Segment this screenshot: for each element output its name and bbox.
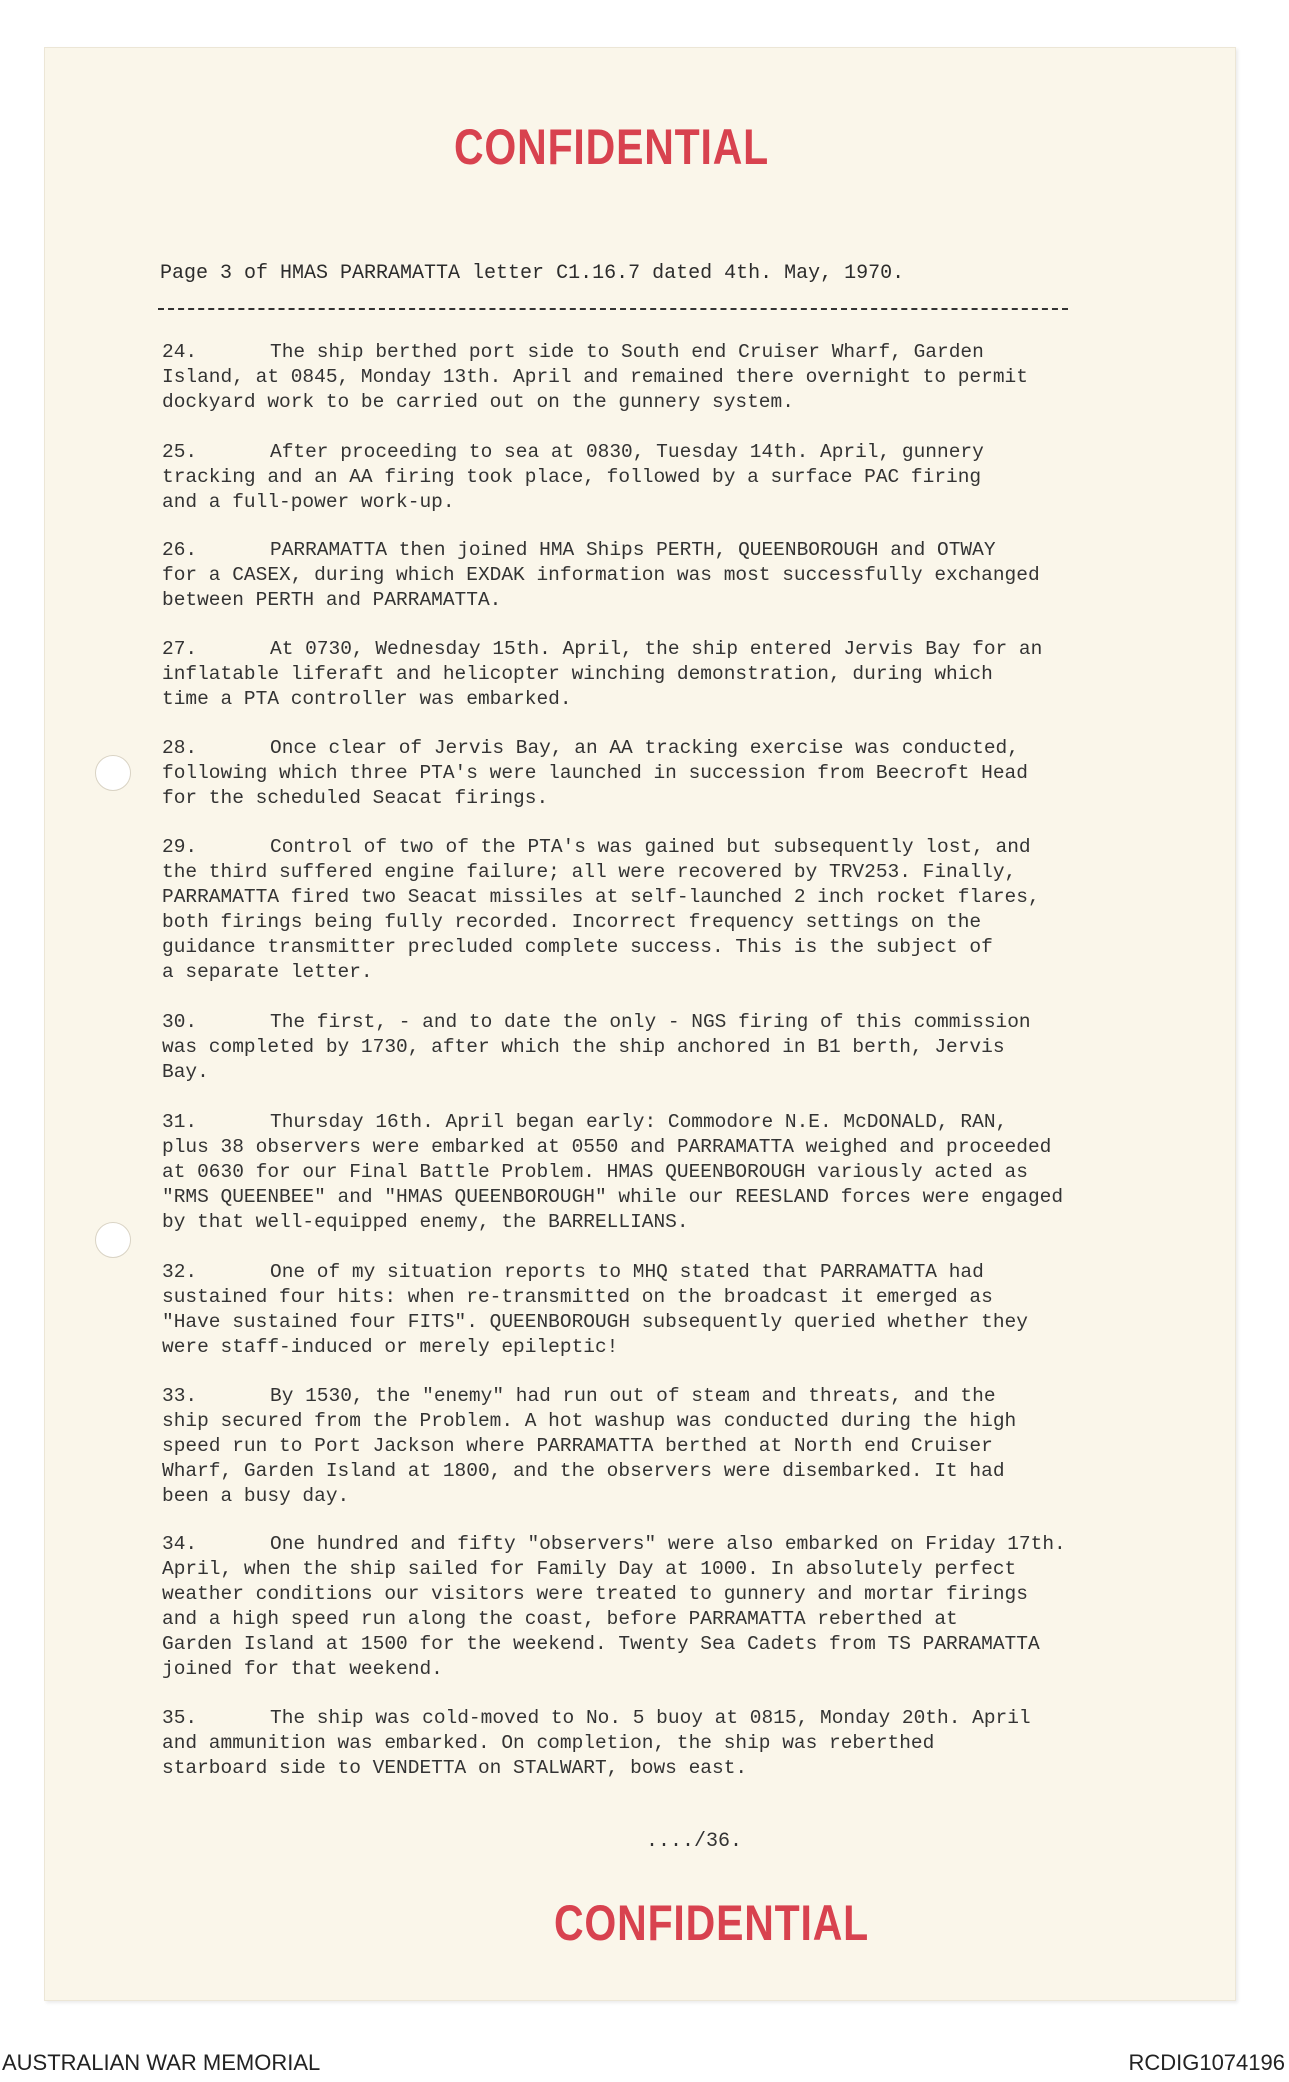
paragraph-number: 33. (162, 1385, 198, 1407)
paragraph-number: 31. (162, 1111, 198, 1133)
punch-hole-bottom (95, 1222, 131, 1258)
archive-caption-left: AUSTRALIAN WAR MEMORIAL (2, 2050, 321, 2075)
paragraph-text: One of my situation reports to MHQ stated that PARRAMATTA had sustained four hits: when re-transmitted on the broadcast it emerged as "Have sustained four FITS". QUEENBOROUGH subsequently queried whether they were staff-induced or merely epileptic! (162, 1261, 1028, 1358)
paragraph-number: 28. (162, 737, 198, 759)
paragraph-number: 35. (162, 1707, 198, 1729)
paragraph-26 (162, 538, 1102, 613)
paragraph-24 (162, 340, 1102, 415)
paragraph-number: 26. (162, 539, 198, 561)
paragraph-text: At 0730, Wednesday 15th. April, the ship entered Jervis Bay for an inflatable liferaft and helicopter winching demonstration, during which time a PTA controller was embarked. (162, 638, 1043, 710)
paragraph-27 (162, 637, 1102, 712)
confidential-stamp-bottom: CONFIDENTIAL (554, 1895, 870, 1951)
paragraph-28 (162, 736, 1102, 811)
paragraph-number: 25. (162, 441, 198, 463)
punch-hole-top (95, 755, 131, 791)
header-divider (158, 308, 1068, 310)
paragraph-number: 24. (162, 341, 198, 363)
paragraph-31 (162, 1110, 1102, 1235)
paragraph-text: The ship was cold-moved to No. 5 buoy at 0815, Monday 20th. April and ammunition was embarked. On completion, the ship was reberthed starboard side to VENDETTA on STALWART, bows east. (162, 1707, 1031, 1779)
paragraph-number: 27. (162, 638, 198, 660)
paragraph-text: Control of two of the PTA's was gained but subsequently lost, and the third suffered engine failure; all were recovered by TRV253. Finally, PARRAMATTA fired two Seacat missiles at self-launched 2 inch rocket flares, both firings being fully recorded. Incorrect frequency settings on the guidance transmitter precluded complete success. This is the subject of a separate letter. (162, 836, 1040, 983)
letter-header: Page 3 of HMAS PARRAMATTA letter C1.16.7 dated 4th. May, 1970. (160, 262, 905, 285)
paragraph-32 (162, 1260, 1102, 1360)
paragraph-29 (162, 835, 1102, 985)
paragraph-number: 34. (162, 1533, 198, 1555)
paragraph-33 (162, 1384, 1102, 1509)
paragraph-text: PARRAMATTA then joined HMA Ships PERTH, QUEENBOROUGH and OTWAY for a CASEX, during which EXDAK information was most successfully exchanged between PERTH and PARRAMATTA. (162, 539, 1040, 611)
paragraph-35 (162, 1706, 1102, 1781)
paragraph-30 (162, 1010, 1102, 1085)
paragraph-34 (162, 1532, 1102, 1682)
continuation-marker: ..../36. (646, 1830, 743, 1853)
paragraph-text: The first, - and to date the only - NGS firing of this commission was completed by 1730, after which the ship anchored in B1 berth, Jervis Bay. (162, 1011, 1031, 1083)
paragraph-number: 32. (162, 1261, 198, 1283)
paragraph-text: One hundred and fifty "observers" were also embarked on Friday 17th. April, when the ship sailed for Family Day at 1000. In absolutely perfect weather conditions our visitors were treated to gunnery and mortar firings and a high speed run along the coast, before PARRAMATTA reberthed at Garden Island at 1500 for the weekend. Twenty Sea Cadets from TS PARRAMATTA joined for that weekend. (162, 1533, 1066, 1680)
confidential-stamp-top: CONFIDENTIAL (454, 119, 770, 175)
paragraph-text: After proceeding to sea at 0830, Tuesday 14th. April, gunnery tracking and an AA firing took place, followed by a surface PAC firing and a full-power work-up. (162, 441, 984, 513)
paragraph-number: 29. (162, 836, 198, 858)
paragraph-text: Once clear of Jervis Bay, an AA tracking exercise was conducted, following which three PTA's were launched in succession from Beecroft Head for the scheduled Seacat firings. (162, 737, 1028, 809)
paragraph-text: Thursday 16th. April began early: Commodore N.E. McDONALD, RAN, plus 38 observers were embarked at 0550 and PARRAMATTA weighed and proceeded at 0630 for our Final Battle Problem. HMAS QUEENBOROUGH variously acted as "RMS QUEENBEE" and "HMAS QUEENBOROUGH" while our REESLAND forces were engaged by that well-equipped enemy, the BARRELLIANS. (162, 1111, 1064, 1233)
paragraph-number: 30. (162, 1011, 198, 1033)
paragraph-text: The ship berthed port side to South end Cruiser Wharf, Garden Island, at 0845, Monday 13th. April and remained there overnight to permit dockyard work to be carried out on the gunnery system. (162, 341, 1028, 413)
paragraph-25 (162, 440, 1102, 515)
archive-caption-right: RCDIG1074196 (1128, 2050, 1285, 2075)
paragraph-text: By 1530, the "enemy" had run out of steam and threats, and the ship secured from the Problem. A hot washup was conducted during the high speed run to Port Jackson where PARRAMATTA berthed at North end Cruiser Wharf, Garden Island at 1800, and the observers were disembarked. It had been a busy day. (162, 1385, 1017, 1507)
